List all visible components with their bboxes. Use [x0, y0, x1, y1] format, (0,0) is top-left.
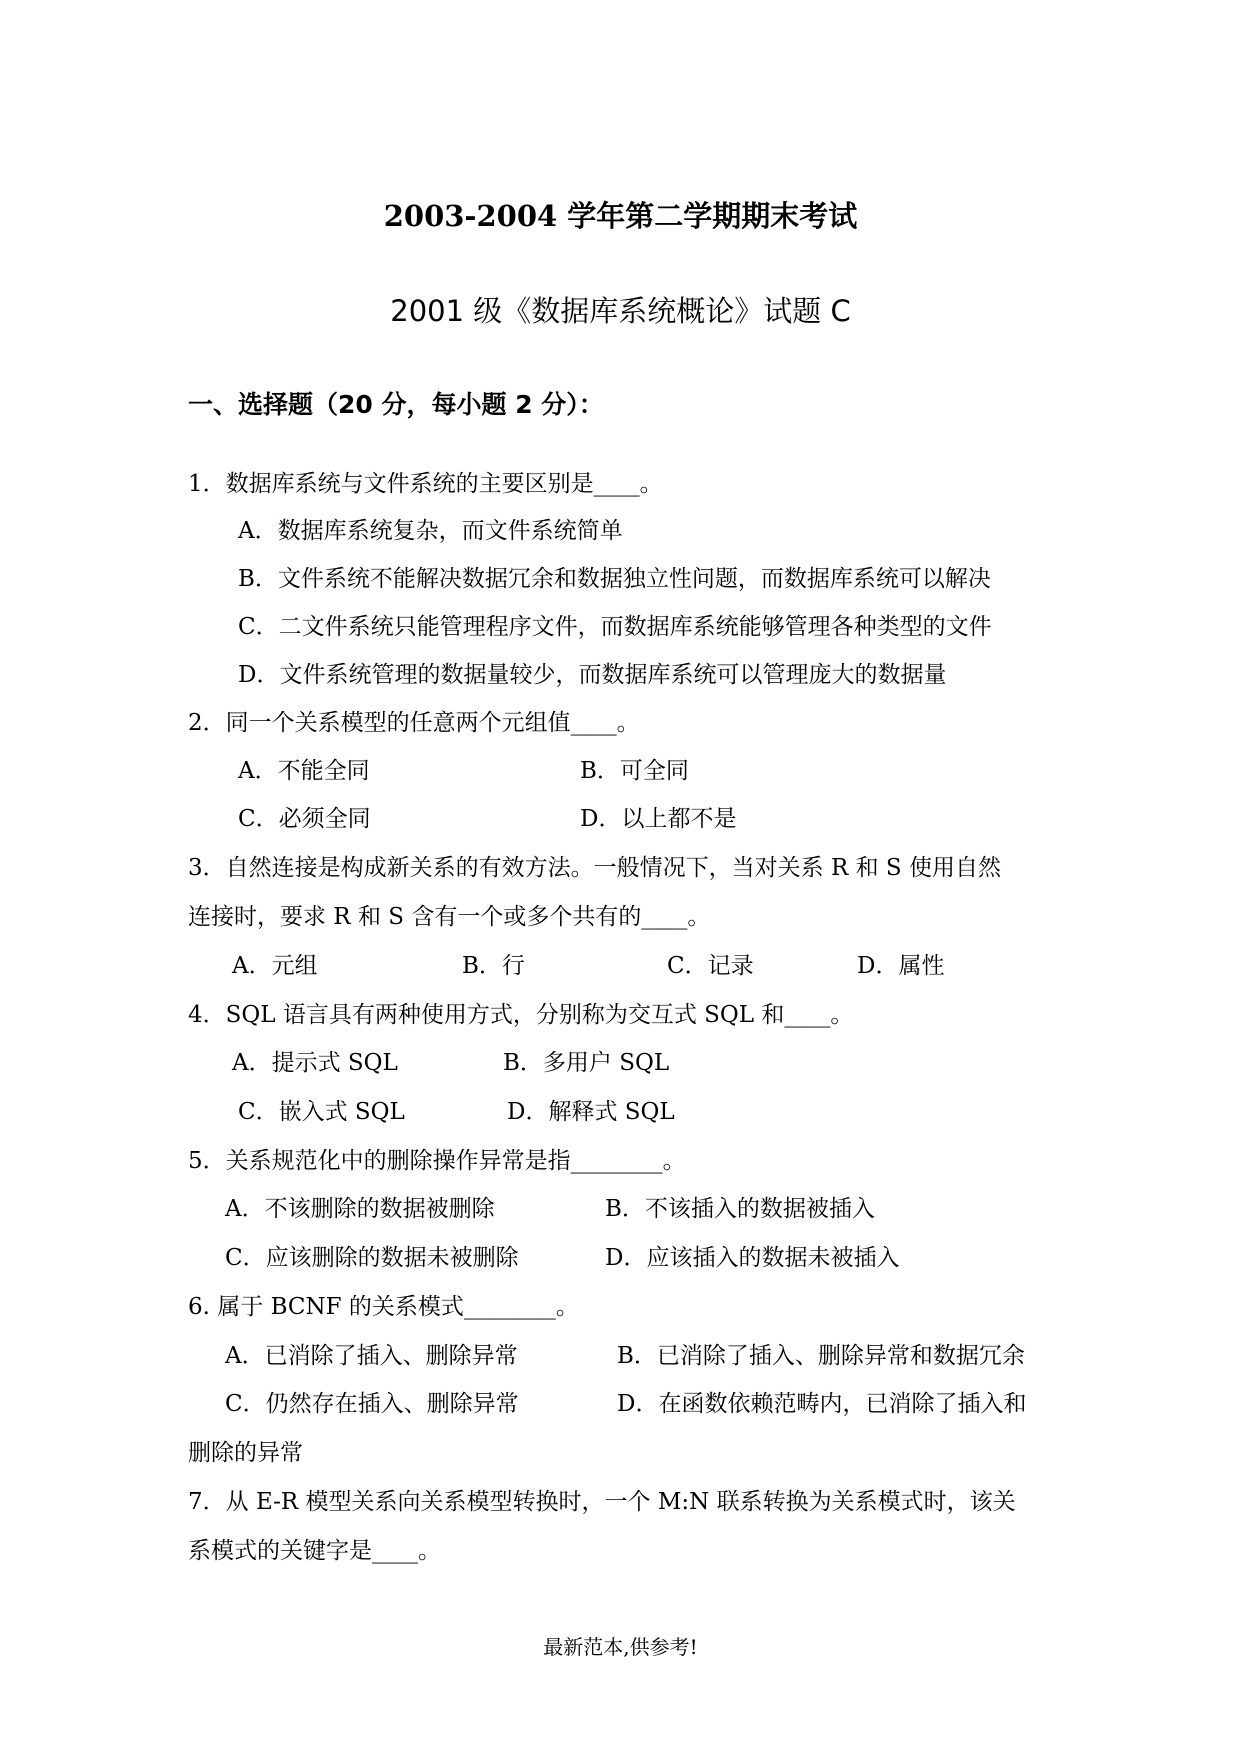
question-1-option-c: C．二文件系统只能管理程序文件，而数据库系统能够管理各种类型的文件 [238, 614, 992, 640]
question-5-option-d: D．应该插入的数据未被插入 [605, 1245, 900, 1271]
question-6-option-a: A．已消除了插入、删除异常 [225, 1343, 518, 1369]
question-4-option-d: D．解释式 SQL [507, 1099, 675, 1125]
question-3-option-a: A．元组 [232, 953, 318, 979]
question-5-option-c: C．应该删除的数据未被删除 [225, 1245, 519, 1271]
question-1-option-b: B．文件系统不能解决数据冗余和数据独立性问题，而数据库系统可以解决 [238, 566, 991, 592]
question-6-option-d-continuation: 删除的异常 [188, 1440, 303, 1466]
question-6-option-d: D．在函数依赖范畴内，已消除了插入和 [617, 1391, 1027, 1417]
question-6-option-b: B．已消除了插入、删除异常和数据冗余 [617, 1343, 1025, 1369]
question-5-option-b: B．不该插入的数据被插入 [605, 1196, 875, 1222]
question-2-option-d: D．以上都不是 [580, 806, 737, 832]
question-6-option-c: C．仍然存在插入、删除异常 [225, 1391, 519, 1417]
question-2-stem: 2．同一个关系模型的任意两个元组值____。 [188, 710, 640, 736]
exam-subtitle: 2001 级《数据库系统概论》试题 C [390, 294, 851, 328]
exam-title: 2003-2004 学年第二学期期末考试 [383, 199, 858, 233]
question-3-stem-line-1: 3．自然连接是构成新关系的有效方法。一般情况下，当对关系 R 和 S 使用自然 [188, 855, 1001, 881]
question-5-option-a: A．不该删除的数据被删除 [225, 1196, 495, 1222]
question-4-stem: 4．SQL 语言具有两种使用方式，分别称为交互式 SQL 和____。 [188, 1002, 854, 1028]
question-7-stem-line-2: 系模式的关键字是____。 [188, 1538, 441, 1564]
section-heading: 一、选择题（20 分，每小题 2 分）： [188, 390, 604, 419]
question-2-option-c: C．必须全同 [238, 806, 371, 832]
question-4-option-b: B．多用户 SQL [503, 1050, 670, 1076]
question-2-option-a: A．不能全同 [238, 758, 370, 784]
question-1-option-a: A．数据库系统复杂，而文件系统简单 [238, 518, 623, 544]
question-4-option-c: C．嵌入式 SQL [238, 1099, 405, 1125]
question-1-option-d: D．文件系统管理的数据量较少，而数据库系统可以管理庞大的数据量 [238, 662, 947, 688]
question-3-option-d: D．属性 [857, 953, 945, 979]
question-6-stem: 6. 属于 BCNF 的关系模式________。 [188, 1294, 579, 1320]
question-5-stem: 5．关系规范化中的删除操作异常是指________。 [188, 1148, 686, 1174]
question-3-stem-line-2: 连接时，要求 R 和 S 含有一个或多个共有的____。 [188, 904, 711, 930]
question-1-stem: 1．数据库系统与文件系统的主要区别是____。 [188, 471, 663, 497]
question-7-stem-line-1: 7．从 E-R 模型关系向关系模型转换时，一个 M:N 联系转换为关系模式时，该关 [188, 1489, 1016, 1515]
page-footer: 最新范本,供参考! [543, 1635, 698, 1659]
question-3-option-b: B．行 [462, 953, 525, 979]
question-2-option-b: B．可全同 [580, 758, 689, 784]
question-4-option-a: A．提示式 SQL [232, 1050, 398, 1076]
question-3-option-c: C．记录 [667, 953, 754, 979]
